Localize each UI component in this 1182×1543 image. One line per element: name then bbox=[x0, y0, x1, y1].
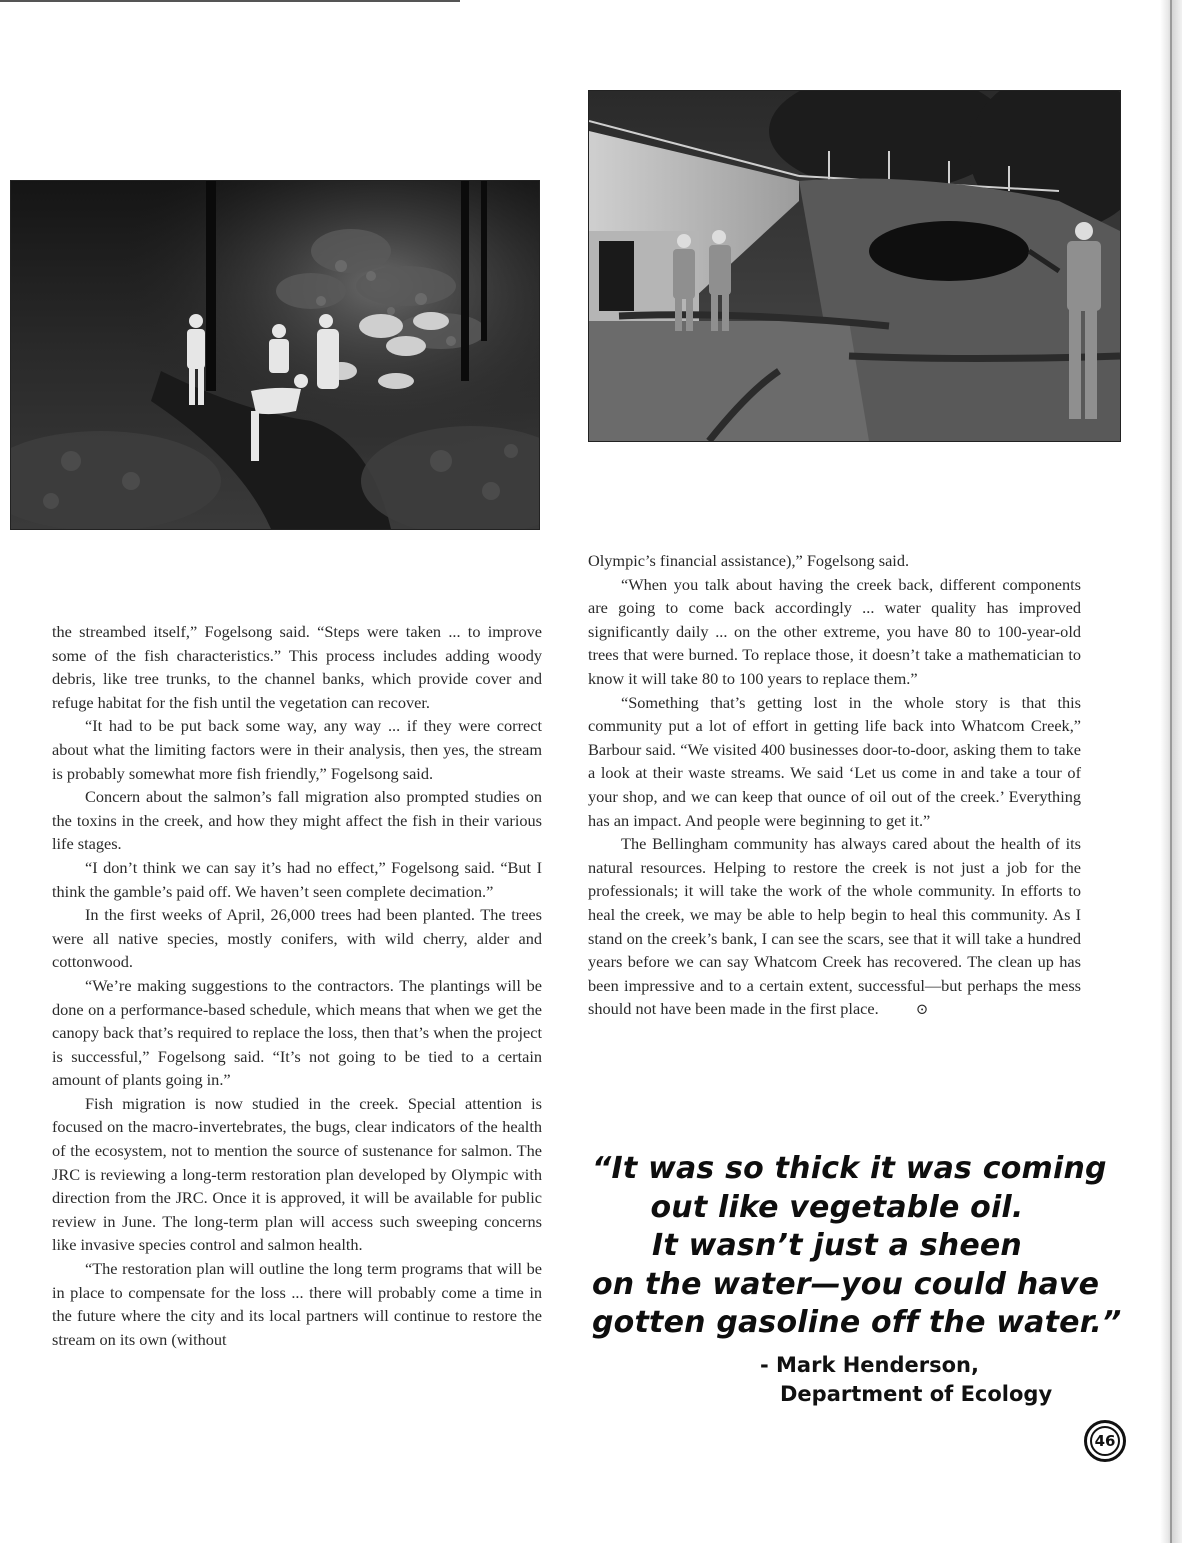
article-column-left bbox=[52, 620, 542, 1351]
pull-quote-line: on the water—you could have bbox=[592, 1266, 1100, 1302]
page-edge bbox=[1160, 0, 1182, 1543]
pull-quote-line: out like vegetable oil. bbox=[650, 1189, 1024, 1225]
pull-quote-line: It wasn’t just a sheen bbox=[652, 1228, 1022, 1263]
paragraph: Concern about the salmon’s fall migration also prompted studies on the toxins in the creek, and how they might affect the fish in their various life stages. bbox=[52, 787, 542, 854]
page-number-badge bbox=[1084, 1420, 1126, 1462]
end-mark-icon: ⊙ bbox=[915, 1002, 929, 1019]
top-rule bbox=[0, 0, 460, 2]
photo-creek-cleanup-workers bbox=[10, 180, 540, 530]
attribution-organization: Department of Ecology bbox=[780, 1382, 1053, 1406]
pull-quote-line: “It was so thick it was coming bbox=[592, 1151, 1107, 1186]
pull-quote-line: gotten gasoline off the water.” bbox=[592, 1305, 1122, 1340]
page-number: 46 bbox=[1090, 1426, 1120, 1456]
paragraph: Fish migration is now studied in the creek. Special attention is focused on the macro-invertebrates, the bugs, clear indicators of the health of the ecosystem, not to mention the source of sustenance for salmon. The JRC is reviewing a long-term restoration plan developed by Olympic with direction from the JRC. Once it is approved, it will be available for public review in June. The long-term plan will access such sweeping concerns like invasive species control and salmon health. bbox=[52, 1093, 542, 1255]
paragraph: “We’re making suggestions to the contractors. The plantings will be done on a performance-based schedule, which means that when we get the canopy back that’s required to replace the loss, then that’s when the project is successful,” Fogelsong said. “It’s not going to be tied to a certain amount of plants going in.” bbox=[52, 975, 542, 1090]
paragraph: “I don’t think we can say it’s had no effect,” Fogelsong said. “But I think the gamble’s paid off. We haven’t seen complete decimation.” bbox=[52, 857, 542, 901]
article-column-right bbox=[588, 549, 1081, 1023]
paragraph: “Something that’s getting lost in the whole story is that this community put a lot of effort in getting life back into Whatcom Creek,” Barbour said. “We visited 400 businesses door-to-door, asking them to take a look at their waste streams. We said ‘Let us come in and take a tour of your shop, and we can keep that ounce of oil out of the creek.’ Everything has an impact. And people were beginning to get it.” bbox=[588, 692, 1081, 830]
paragraph: Olympic’s financial assistance),” Fogelsong said. bbox=[588, 551, 910, 570]
paragraph-text: The Bellingham community has always cared about the health of its natural resources. Helping to restore the creek is not just a job for the professionals; it will take the work of the whole community. In efforts to heal the creek, we may be able to help begin to heal this community. As I stand on the creek’s bank, I can see the scars, see that it will take a hundred years before we can say Whatcom Creek has recovered. The clean up has been impressive and to a certain extent, successful—but perhaps the mess should not have been made in the first place. bbox=[588, 834, 1081, 1019]
pull-quote bbox=[592, 1150, 1122, 1343]
paragraph: “When you talk about having the creek back, different components are going to come back accordingly ... water quality has improved significantly daily ... on the other extreme, you have 80 to 100-year-old trees that were burned. To replace those, it doesn’t take a mathematician to know it will take 80 to 100 years to replace them.” bbox=[588, 574, 1081, 688]
paragraph bbox=[588, 832, 1081, 1023]
paragraph: In the first weeks of April, 26,000 trees had been planted. The trees were all native species, mostly conifers, with wild cherry, alder and cottonwood. bbox=[52, 905, 542, 972]
attribution-name: - Mark Henderson, bbox=[760, 1353, 979, 1377]
pull-quote-attribution bbox=[760, 1351, 1080, 1409]
paragraph: “It had to be put back some way, any way ... if they were correct about what the limiting factors were in their analysis, then yes, the stream is probably somewhat more fish friendly,” Fogelsong said. bbox=[52, 716, 542, 783]
paragraph: the streambed itself,” Fogelsong said. “Steps were taken ... to improve some of the fish characteristics.” This process includes adding woody debris, like tree trunks, to the channel banks, which provide cover and refuge habitat for the fish until the vegetation can recover. bbox=[52, 622, 542, 712]
paragraph: “The restoration plan will outline the long term programs that will be in place to compensate for the loss ... there will probably come a time in the future where the city and its local partners will continue to restore the stream on its own (without bbox=[52, 1259, 542, 1349]
photo-firefighters-with-hoses bbox=[588, 90, 1121, 442]
